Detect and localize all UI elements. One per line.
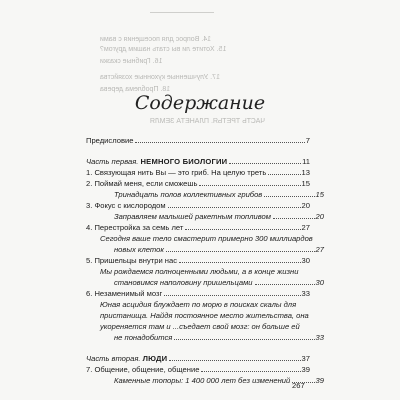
toc-subentry[interactable] bbox=[100, 375, 324, 386]
toc-entry-label: 2. Поймай меня, если сможешь bbox=[86, 179, 198, 188]
toc-entry[interactable] bbox=[86, 178, 310, 189]
leader-dots bbox=[268, 174, 300, 175]
toc-page-number: 33 bbox=[315, 333, 324, 342]
toc-entry-label: 6. Незаменимый мозг bbox=[86, 289, 163, 298]
toc-entry[interactable] bbox=[86, 135, 310, 146]
toc-subentry-line: Мы рождаемся полноценными людьми, а в конце жизни bbox=[100, 267, 299, 276]
toc-subentry[interactable] bbox=[100, 211, 324, 222]
toc-subentry-label: не понадобится bbox=[114, 333, 173, 342]
toc-entry[interactable] bbox=[86, 255, 310, 266]
toc-subentry[interactable] bbox=[100, 277, 324, 288]
leader-dots bbox=[174, 339, 314, 340]
toc-subentry-line: пристанища. Найдя постоянное место жительства, она bbox=[100, 311, 309, 320]
leader-dots bbox=[255, 284, 315, 285]
toc-page-number: 27 bbox=[315, 245, 324, 254]
toc-entry[interactable] bbox=[86, 200, 310, 211]
leader-dots bbox=[135, 142, 304, 143]
bleed-line: 16. Грибные сказки bbox=[100, 58, 163, 65]
toc-page-number: 33 bbox=[301, 289, 310, 298]
leader-dots bbox=[185, 229, 300, 230]
leader-dots bbox=[229, 163, 301, 164]
bleed-header-rule bbox=[150, 12, 214, 13]
part-number: Часть первая. bbox=[86, 157, 139, 166]
toc-subentry[interactable] bbox=[100, 189, 324, 200]
toc-entry-label: 3. Фокус с кислородом bbox=[86, 201, 166, 210]
part-name: НЕМНОГО БИОЛОГИИ bbox=[140, 157, 228, 166]
toc-subentry[interactable] bbox=[100, 332, 324, 343]
leader-dots bbox=[264, 196, 314, 197]
part-number: Часть вторая. bbox=[86, 354, 141, 363]
bleed-line: 18. Проблема дерева bbox=[100, 86, 171, 93]
toc-page-number: 39 bbox=[315, 376, 324, 385]
toc-entry[interactable] bbox=[86, 167, 310, 178]
toc-subentry-label: новых клеток bbox=[114, 245, 164, 254]
contents-title: Содержание bbox=[134, 92, 266, 114]
toc-entry[interactable] bbox=[86, 288, 310, 299]
toc-part-heading[interactable] bbox=[86, 353, 310, 364]
toc-entry-label: 5. Пришельцы внутри нас bbox=[86, 256, 178, 265]
leader-dots bbox=[169, 360, 300, 361]
toc-entry-label: 4. Перестройка за семь лет bbox=[86, 223, 184, 232]
toc-subentry-label: становимся наполовину пришельцами bbox=[114, 278, 253, 287]
leader-dots bbox=[273, 218, 315, 219]
toc-entry[interactable] bbox=[86, 222, 310, 233]
toc-subentry[interactable] bbox=[100, 244, 324, 255]
toc-entry-label: 7. Общение, общение, общение bbox=[86, 365, 200, 374]
toc-page-number: 30 bbox=[301, 256, 310, 265]
leader-dots bbox=[179, 262, 301, 263]
toc-subentry-label: Заправляем малышей ракетным топливом bbox=[114, 212, 271, 221]
page-number: 267 bbox=[292, 381, 305, 390]
toc-page-number: 7 bbox=[305, 136, 310, 145]
toc-page-number: 11 bbox=[302, 157, 310, 166]
toc-subentry-line: Юная асцидия блуждает по морю в поисках скалы для bbox=[100, 300, 297, 309]
toc-page-number: 27 bbox=[301, 223, 310, 232]
toc-subentry-label: Каменные топоры: 1 400 000 лет без изменений bbox=[114, 376, 291, 385]
part-name: ЛЮДИ bbox=[142, 354, 168, 363]
bleed-line: ЧАСТЬ ТРЕТЬЯ. ПЛАНЕТА ЗЕМЛЯ bbox=[150, 118, 265, 125]
toc-entry-label: 1. Связующая нить Вы — это гриб. На целую треть bbox=[86, 168, 267, 177]
toc-page-number: 30 bbox=[315, 278, 324, 287]
toc-subentry-line: укореняется там и ...съедает свой мозг: он больше ей bbox=[100, 322, 300, 331]
leader-dots bbox=[199, 185, 300, 186]
bleed-line: 17. Улучшенные кухонные хозяйства bbox=[100, 74, 220, 81]
toc-subentry-label: Тринадцать полов коллективных грибов bbox=[114, 190, 263, 199]
toc-page-number: 15 bbox=[315, 190, 324, 199]
toc-page-number: 39 bbox=[301, 365, 310, 374]
leader-dots bbox=[164, 295, 300, 296]
toc-subentry-line: Сегодня ваше тело смастерит примерно 300 миллиардов bbox=[100, 234, 313, 243]
leader-dots bbox=[166, 251, 315, 252]
toc-page-number: 13 bbox=[301, 168, 310, 177]
toc-page-number: 20 bbox=[301, 201, 310, 210]
bleed-line: 15. Хотите ли вы стать нашим другом? bbox=[100, 46, 227, 53]
leader-dots bbox=[201, 371, 300, 372]
toc-page-number: 20 bbox=[315, 212, 324, 221]
toc-page-number: 37 bbox=[301, 354, 310, 363]
leader-dots bbox=[168, 207, 301, 208]
bleed-line: 14. Вопрос для посещения с вами bbox=[100, 36, 212, 43]
toc-part-heading[interactable] bbox=[86, 156, 310, 167]
toc-entry[interactable] bbox=[86, 364, 310, 375]
toc-page-number: 15 bbox=[301, 179, 310, 188]
toc-entry-label: Предисловие bbox=[86, 136, 134, 145]
